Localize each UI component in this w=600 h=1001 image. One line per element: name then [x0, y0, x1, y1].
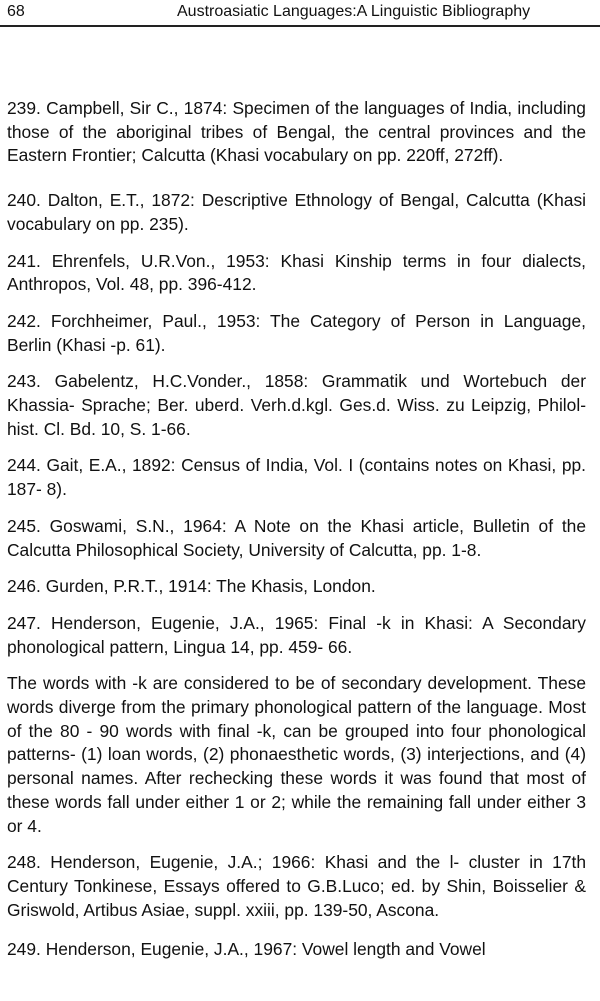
entry-number: 241. — [7, 250, 41, 271]
bibliography-entry — [7, 189, 586, 236]
entry-number: 242. — [7, 310, 41, 331]
entry-number: 248. — [7, 852, 41, 873]
bibliography-entry — [7, 938, 586, 962]
bibliography-entry — [7, 454, 586, 501]
page-header — [7, 2, 588, 24]
entry-text: Ehrenfels, U.R.Von., 1953: Khasi Kinship terms in four dialects, Anthropos, Vol. 48, pp. 396-412. — [7, 250, 586, 295]
entry-text: Henderson, Eugenie, J.A., 1967: Vowel length and Vowel — [45, 939, 486, 960]
entry-text: Henderson, Eugenie, J.A., 1965: Final -k in Khasi: A Secondary phonological pattern, Lingua 14, pp. 459- 66. — [7, 612, 586, 657]
entry-text: Gabelentz, H.C.Vonder., 1858: Grammatik und Wortebuch der Khassia- Sprache; Ber. uberd. Verh.d.kgl. Ges.d. Wiss. zu Leipzig, Philol-hist. Cl. Bd. 10, S. 1-66. — [7, 371, 586, 439]
bibliography-entry — [7, 612, 586, 659]
entry-number: 246. — [7, 576, 41, 597]
header-rule — [0, 25, 600, 27]
entry-number: 244. — [7, 455, 41, 476]
bibliography-entry — [7, 250, 586, 297]
entry-number: 245. — [7, 515, 41, 536]
entry-text: Gait, E.A., 1892: Census of India, Vol. I (contains notes on Khasi, pp. 187- 8). — [7, 455, 586, 500]
bibliography-entry — [7, 515, 586, 562]
bibliography-entry — [7, 851, 586, 922]
bibliography-entry — [7, 310, 586, 357]
entry-text: Gurden, P.R.T., 1914: The Khasis, London. — [45, 576, 376, 597]
entry-text: Goswami, S.N., 1964: A Note on the Khasi article, Bulletin of the Calcutta Philosophical Society, University of Calcutta, pp. 1-8. — [7, 515, 586, 560]
bibliography-entry — [7, 97, 586, 168]
bibliography-entry — [7, 370, 586, 441]
entry-number: 249. — [7, 939, 41, 960]
entry-text: Henderson, Eugenie, J.A.; 1966: Khasi and the l- cluster in 17th Century Tonkinese, Essays offered to G.B.Luco; ed. by Shin, Boisselier & Griswold, Artibus Asiae, suppl. xxiii, pp. 139-50, Ascona. — [7, 852, 587, 920]
page-number: 68 — [7, 3, 25, 20]
entry-text: Campbell, Sir C., 1874: Specimen of the languages of India, including those of the aboriginal tribes of Bengal, the central provinces and the Eastern Frontier; Calcutta (Khasi vocabulary on pp. 220ff, 272ff). — [7, 98, 586, 166]
entry-annotation: The words with -k are considered to be of secondary development. These words diverge from the primary phonological pattern of the language. Most of the 80 - 90 words with final -k, can be grouped into four phonological patterns- (1) loan words, (2) phonaesthetic words, (3) interjections, and (4) personal names. After rechecking these words it was found that most of these words fall under either 1 or 2; while the remaining fall under either 3 or 4. — [7, 673, 586, 836]
entry-number: 240. — [7, 190, 41, 211]
bibliography-body — [7, 97, 586, 975]
entry-number: 247. — [7, 612, 41, 633]
bibliography-entry — [7, 575, 586, 599]
entry-text: Dalton, E.T., 1872: Descriptive Ethnology of Bengal, Calcutta (Khasi vocabulary on pp. 235). — [7, 190, 586, 234]
entry-text: Forchheimer, Paul., 1953: The Category of Person in Language, Berlin (Khasi -p. 61). — [7, 310, 586, 355]
entry-number: 239. — [7, 98, 41, 118]
entry-number: 243. — [7, 371, 41, 392]
running-head: Austroasiatic Languages:A Linguistic Bibliography — [177, 3, 531, 20]
